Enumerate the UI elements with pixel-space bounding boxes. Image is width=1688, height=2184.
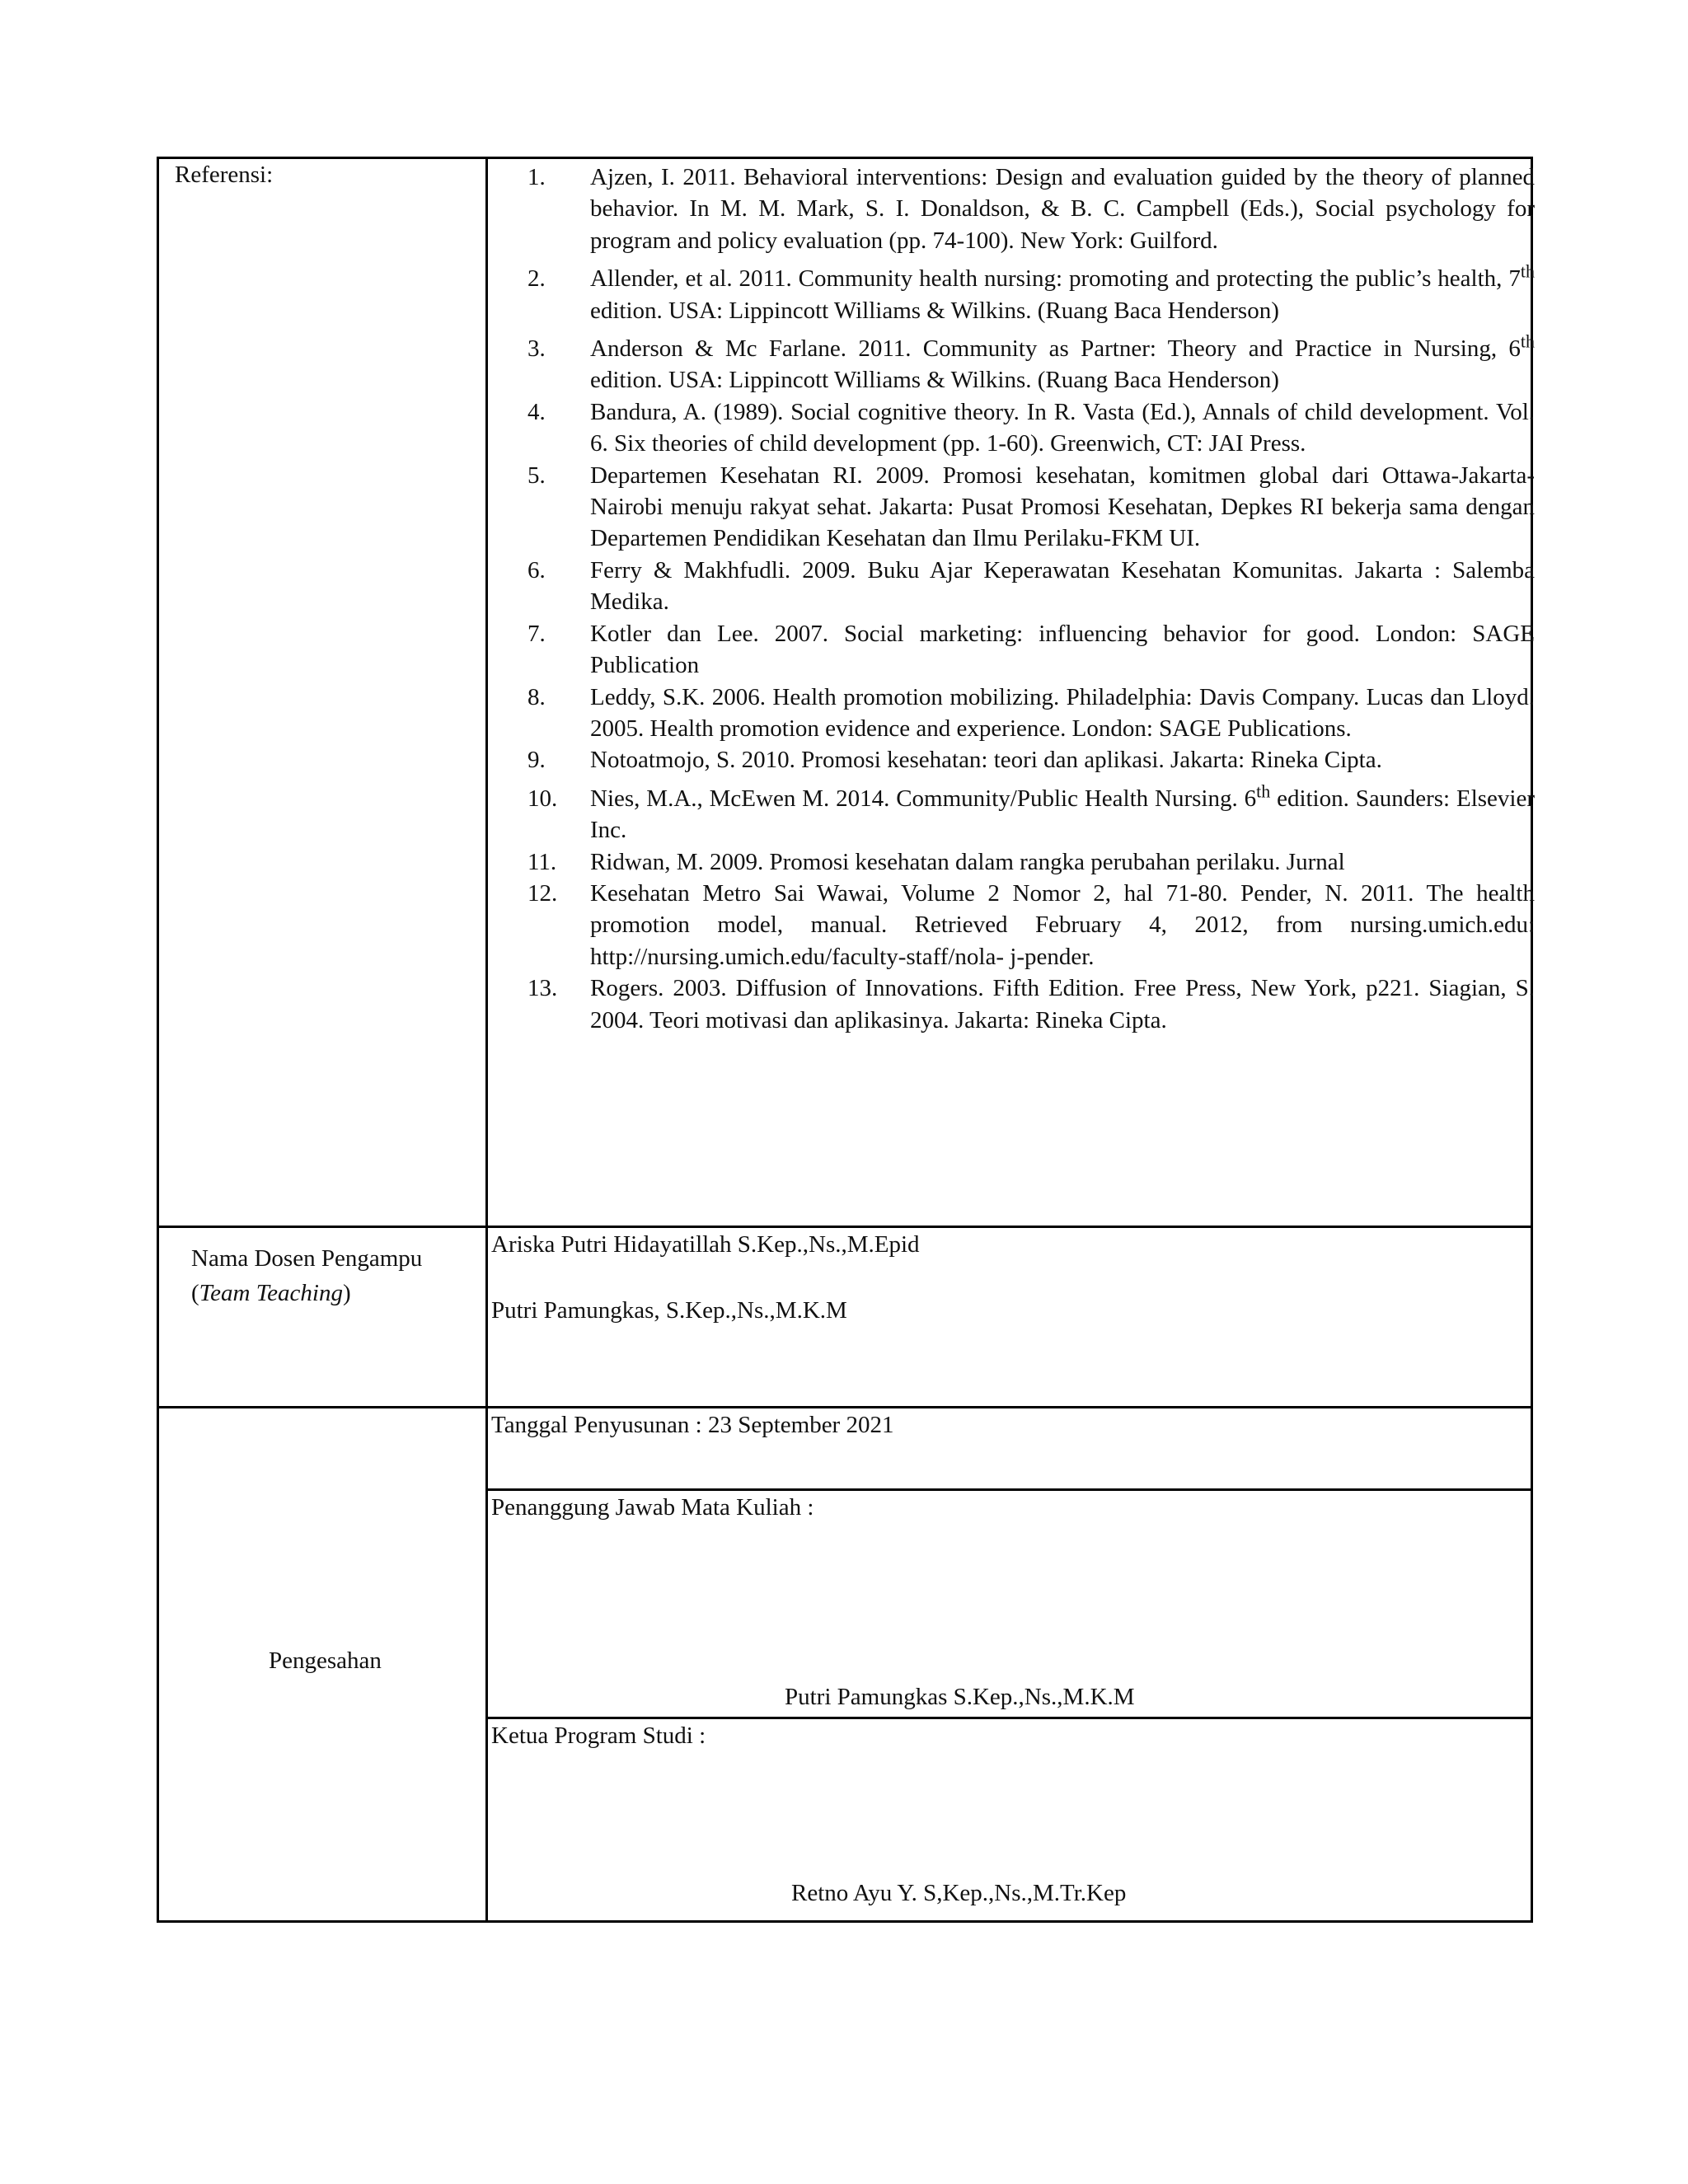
reference-text: Rogers. 2003. Diffusion of Innovations. Fifth Edition. Free Press, New York, p221. Siagian, S. 2004. Teori motivasi dan aplikasinya. Jakarta: Rineka Cipta. <box>590 975 1535 1033</box>
reference-item <box>528 878 1535 972</box>
reference-text: Ajzen, I. 2011. Behavioral interventions: Design and evaluation guided by the theory of planned behavior. In M. M. Mark, S. I. Donaldson, & B. C. Campbell (Eds.), Social psychology for program and policy evaluation (pp. 74-100). New York: Guilford. <box>590 164 1535 254</box>
reference-number: 9. <box>528 747 546 774</box>
reference-item <box>528 460 1535 555</box>
reference-item <box>528 260 1535 326</box>
reference-number: 12. <box>528 879 558 907</box>
reference-text: Nies, M.A., McEwen M. 2014. Community/Public Health Nursing. 6th edition. Saunders: Elsevier Inc. <box>590 780 1535 844</box>
row-divider-dosen <box>157 1406 1533 1408</box>
reference-text: Leddy, S.K. 2006. Health promotion mobilizing. Philadelphia: Davis Company. Lucas dan Lloyd. 2005. Health promotion evidence and experience. London: SAGE Publications. <box>590 683 1535 742</box>
row-divider-tanggal <box>485 1488 1533 1491</box>
reference-text: Allender, et al. 2011. Community health nursing: promoting and protecting the public’s health, 7th edition. USA: Lippincott Williams & Wilkins. (Ruang Baca Henderson) <box>590 260 1535 324</box>
reference-text: Ferry & Makhfudli. 2009. Buku Ajar Keperawatan Kesehatan Komunitas. Jakarta : Salemba Medika. <box>590 556 1535 616</box>
reference-number: 1. <box>528 164 546 190</box>
reference-number: 6. <box>528 556 546 583</box>
reference-item <box>528 846 1535 878</box>
dosen-name-1: Ariska Putri Hidayatillah S.Kep.,Ns.,M.Epid <box>491 1231 920 1258</box>
label-dosen-line2: (Team Teaching) <box>191 1280 351 1306</box>
reference-number: 8. <box>528 683 546 710</box>
label-dosen <box>191 1243 422 1309</box>
reference-text: Anderson & Mc Farlane. 2011. Community as Partner: Theory and Practice in Nursing, 6th edition. USA: Lippincott Williams & Wilkins. (Ruang Baca Henderson) <box>590 330 1535 394</box>
reference-item <box>528 744 1535 776</box>
reference-text: Notoatmojo, S. 2010. Promosi kesehatan: teori dan aplikasi. Jakarta: Rineka Cipta. <box>590 747 1382 774</box>
label-referensi: Referensi: <box>175 162 274 188</box>
reference-item <box>528 618 1535 682</box>
ketua-prodi-name: Retno Ayu Y. S,Kep.,Ns.,M.Tr.Kep <box>791 1880 1127 1906</box>
reference-item <box>528 682 1535 745</box>
column-divider <box>485 157 488 1923</box>
reference-number: 5. <box>528 462 546 489</box>
reference-text: Kesehatan Metro Sai Wawai, Volume 2 Nomor 2, hal 71-80. Pender, N. 2011. The health promotion model, manual. Retrieved February 4, 2012, from nursing.umich.edu: http://nursing.umich.edu/faculty-staff/nola- j-pender. <box>590 879 1535 970</box>
reference-item <box>528 555 1535 618</box>
reference-text: Ridwan, M. 2009. Promosi kesehatan dalam rangka perubahan perilaku. Jurnal <box>590 848 1345 875</box>
penanggung-jawab-name: Putri Pamungkas S.Kep.,Ns.,M.K.M <box>785 1684 1135 1710</box>
reference-number: 10. <box>528 785 558 812</box>
reference-number: 11. <box>528 848 557 875</box>
penanggung-jawab-label: Penanggung Jawab Mata Kuliah : <box>491 1494 814 1521</box>
row-divider-referensi <box>157 1226 1533 1228</box>
dosen-name-2: Putri Pamungkas, S.Kep.,Ns.,M.K.M <box>491 1297 847 1324</box>
reference-number: 13. <box>528 975 558 1002</box>
row-divider-penanggung <box>485 1717 1533 1719</box>
reference-item <box>528 396 1535 460</box>
label-dosen-line1: Nama Dosen Pengampu <box>191 1245 423 1272</box>
label-pengesahan: Pengesahan <box>269 1647 382 1674</box>
reference-item <box>528 330 1535 396</box>
reference-text: Kotler dan Lee. 2007. Social marketing: influencing behavior for good. London: SAGE Publication <box>590 620 1535 679</box>
reference-number: 7. <box>528 620 546 647</box>
reference-text: Bandura, A. (1989). Social cognitive theory. In R. Vasta (Ed.), Annals of child development. Vol. 6. Six theories of child development (pp. 1-60). Greenwich, CT: JAI Press. <box>590 398 1535 457</box>
reference-list <box>528 162 1535 1036</box>
tanggal-penyusunan: Tanggal Penyusunan : 23 September 2021 <box>491 1412 894 1438</box>
reference-number: 2. <box>528 265 546 293</box>
ketua-prodi-label: Ketua Program Studi : <box>491 1722 706 1749</box>
reference-item <box>528 162 1535 256</box>
reference-number: 4. <box>528 398 546 425</box>
reference-text: Departemen Kesehatan RI. 2009. Promosi kesehatan, komitmen global dari Ottawa-Jakarta-Nairobi menuju rakyat sehat. Jakarta: Pusat Promosi Kesehatan, Depkes RI bekerja sama dengan Departemen Pendidikan Kesehatan dan Ilmu Perilaku-FKM UI. <box>590 462 1535 552</box>
reference-item <box>528 780 1535 846</box>
reference-item <box>528 972 1535 1036</box>
reference-number: 3. <box>528 335 546 363</box>
